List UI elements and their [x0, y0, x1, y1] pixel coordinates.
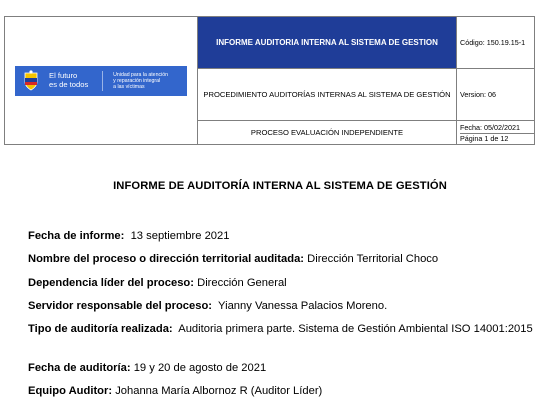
document-date-page-cell	[457, 121, 535, 145]
procedure-name: PROCEDIMIENTO AUDITORÍAS INTERNAS AL SISTEMA DE GESTIÓN	[198, 69, 457, 121]
document-title: INFORME DE AUDITORÍA INTERNA AL SISTEMA DE GESTIÓN	[113, 180, 447, 192]
field-label: Servidor responsable del proceso:	[28, 300, 213, 312]
audit-team-field	[28, 385, 533, 398]
field-value: Dirección Territorial Choco	[307, 253, 439, 265]
field-value: Auditoria primera parte. Sistema de Gestión Ambiental ISO 14001:2015	[178, 323, 533, 335]
page-number: Página 1 de 12	[460, 133, 534, 144]
field-label: Fecha de informe:	[28, 230, 125, 242]
audited-process-field	[28, 253, 533, 266]
field-value: 13 septiembre 2021	[130, 230, 230, 242]
field-value: Yianny Vanessa Palacios Moreno.	[218, 300, 388, 312]
document-version: Version: 06	[457, 69, 535, 121]
logo-entity-name	[113, 72, 187, 90]
logo-divider	[102, 71, 103, 91]
field-value: Dirección General	[197, 277, 287, 289]
logo-entity-line: Unidad para la atención	[113, 71, 168, 78]
field-value: 19 y 20 de agosto de 2021	[133, 362, 267, 374]
report-date-field	[28, 230, 533, 243]
audit-date-field	[28, 362, 533, 375]
logo-slogan-line: El futuro	[49, 70, 78, 80]
logo-cell	[5, 17, 198, 145]
organization-logo	[15, 66, 187, 96]
field-label: Nombre del proceso o dirección territorial auditada:	[28, 253, 305, 265]
coat-of-arms-icon	[19, 69, 43, 93]
process-name: PROCESO EVALUACIÓN INDEPENDIENTE	[198, 121, 457, 145]
field-label: Tipo de auditoría realizada:	[28, 323, 173, 335]
logo-slogan	[49, 72, 98, 89]
audit-type-field	[28, 323, 533, 336]
field-label: Equipo Auditor:	[28, 385, 113, 397]
logo-entity-line: y reparación integral	[113, 77, 161, 84]
logo-entity-line: a las víctimas	[113, 83, 145, 90]
logo-slogan-line: es de todos	[49, 79, 89, 89]
lead-unit-field	[28, 277, 533, 290]
report-title-cell: INFORME AUDITORIA INTERNA AL SISTEMA DE GESTION	[198, 17, 457, 69]
document-header-table	[4, 16, 535, 145]
field-label: Fecha de auditoría:	[28, 362, 131, 374]
field-label: Dependencia líder del proceso:	[28, 277, 194, 289]
field-value: Johanna María Albornoz R (Auditor Líder)	[115, 385, 323, 397]
document-code: Código: 150.19.15-1	[457, 17, 535, 69]
responsible-official-field	[28, 300, 533, 313]
document-date: Fecha: 05/02/2021	[460, 122, 520, 132]
